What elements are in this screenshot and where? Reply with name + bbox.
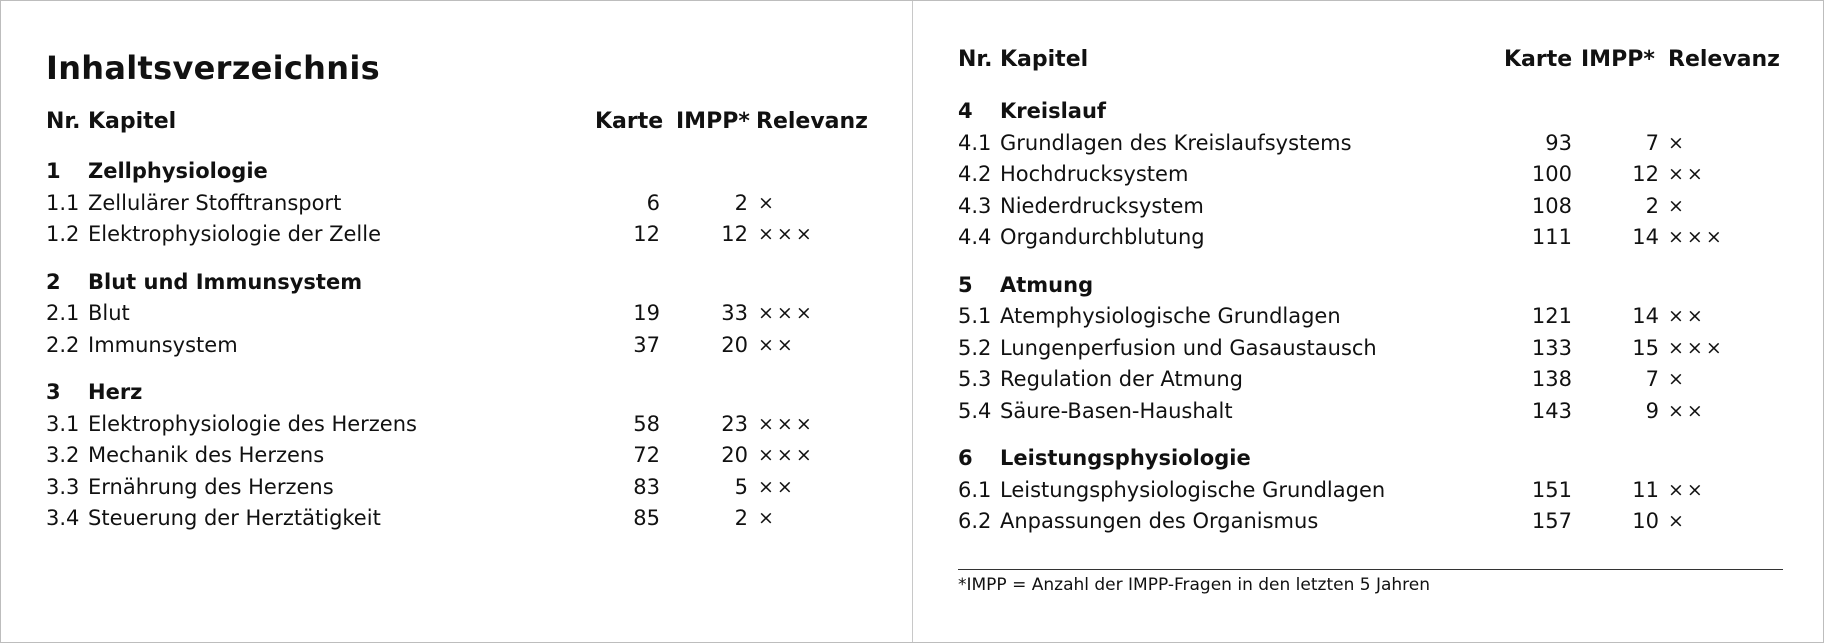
section-title: Blut und Immunsystem: [88, 269, 363, 294]
relevance-marks: ××: [1668, 478, 1706, 501]
section-number: 4: [958, 99, 973, 123]
section-number: 3: [46, 380, 61, 404]
chapter-number: 6.1: [958, 477, 992, 502]
page-title: Inhaltsverzeichnis: [46, 49, 380, 87]
relevance-marks: ×: [1668, 368, 1687, 390]
chapter-row: [913, 364, 1823, 396]
section-heading: [1, 377, 912, 409]
chapter-row: [1, 409, 912, 441]
card-number: 6: [646, 190, 660, 215]
chapter-row: [913, 396, 1823, 428]
card-number: 138: [1531, 367, 1572, 391]
chapter-row: [1, 440, 912, 472]
chapter-number: 5.1: [958, 304, 992, 328]
chapter-row: [913, 222, 1823, 254]
impp-count: 2: [1645, 193, 1659, 218]
chapter-title: Mechanik des Herzens: [88, 443, 325, 467]
section-number: 2: [46, 269, 61, 294]
chapter-title: Elektrophysiologie des Herzens: [88, 411, 417, 436]
chapter-title: Leistungsphysiologische Grundlagen: [1000, 477, 1386, 502]
impp-count: 14: [1632, 225, 1659, 249]
impp-count: 7: [1645, 130, 1659, 155]
card-number: 12: [633, 222, 660, 246]
section-number: 5: [958, 272, 973, 297]
footnote-rule: [958, 569, 1783, 570]
impp-count: 33: [721, 301, 748, 325]
right-page: [913, 1, 1823, 642]
relevance-marks: ×: [1668, 131, 1687, 154]
impp-count: 14: [1632, 304, 1659, 328]
section-heading: [913, 96, 1823, 128]
chapter-number: 2.2: [46, 332, 80, 357]
card-number: 133: [1531, 335, 1572, 360]
impp-count: 23: [721, 411, 748, 436]
chapter-number: 1.1: [46, 190, 80, 215]
section-title: Zellphysiologie: [88, 159, 268, 183]
relevance-marks: ×××: [758, 412, 815, 435]
col-header-relevanz: Relevanz: [756, 109, 868, 134]
chapter-number: 4.2: [958, 162, 992, 186]
chapter-title: Organdurchblutung: [1000, 225, 1205, 249]
relevance-marks: ××: [1668, 163, 1706, 185]
impp-count: 7: [1645, 367, 1659, 391]
section-title: Leistungsphysiologie: [1000, 446, 1251, 470]
section-heading: [1, 156, 912, 188]
col-header-impp: IMPP*: [1581, 47, 1655, 72]
card-number: 58: [633, 411, 660, 436]
col-header-kapitel: Kapitel: [88, 109, 177, 134]
chapter-title: Regulation der Atmung: [1000, 367, 1244, 391]
chapter-number: 3.1: [46, 411, 80, 436]
chapter-title: Hochdrucksystem: [1000, 162, 1189, 186]
chapter-row: [913, 333, 1823, 365]
card-number: 93: [1545, 130, 1572, 155]
section-number: 1: [46, 159, 61, 183]
chapter-number: 5.3: [958, 367, 992, 391]
relevance-marks: ×××: [758, 444, 815, 466]
col-header-karte: Karte: [1504, 47, 1573, 72]
chapter-title: Grundlagen des Kreislaufsystems: [1000, 130, 1352, 155]
chapter-row: [913, 301, 1823, 333]
chapter-title: Steuerung der Herztätigkeit: [88, 506, 381, 530]
section-heading: [913, 443, 1823, 475]
card-number: 108: [1531, 193, 1572, 218]
relevance-marks: ×××: [758, 223, 815, 245]
chapter-title: Niederdrucksystem: [1000, 193, 1204, 218]
chapter-number: 4.1: [958, 130, 992, 155]
relevance-marks: ××: [758, 475, 796, 498]
impp-count: 2: [734, 190, 748, 215]
impp-count: 10: [1632, 509, 1659, 533]
impp-count: 2: [734, 506, 748, 530]
col-header-nr: Nr.: [958, 47, 993, 72]
impp-count: 15: [1632, 335, 1659, 360]
card-number: 37: [633, 332, 660, 357]
impp-count: 9: [1645, 398, 1659, 423]
chapter-title: Elektrophysiologie der Zelle: [88, 222, 382, 246]
col-header-impp: IMPP*: [676, 109, 750, 134]
chapter-title: Immunsystem: [88, 332, 238, 357]
section-title: Kreislauf: [1000, 99, 1107, 123]
card-number: 157: [1531, 509, 1572, 533]
chapter-number: 4.4: [958, 225, 992, 249]
relevance-marks: ×××: [1668, 336, 1725, 359]
chapter-row: [913, 159, 1823, 191]
section-heading: [1, 267, 912, 299]
chapter-row: [913, 128, 1823, 160]
col-header-kapitel: Kapitel: [1000, 47, 1089, 72]
relevance-marks: ×: [1668, 194, 1687, 217]
left-chapter-list: [1, 156, 912, 535]
relevance-marks: ×: [758, 191, 777, 214]
relevance-marks: ×: [1668, 510, 1687, 532]
relevance-marks: ×××: [1668, 226, 1725, 248]
card-number: 83: [633, 474, 660, 499]
relevance-marks: ×××: [758, 302, 815, 324]
chapter-row: [1, 298, 912, 330]
section-heading: [913, 270, 1823, 302]
section-number: 6: [958, 446, 973, 470]
chapter-number: 2.1: [46, 301, 80, 325]
chapter-number: 3.2: [46, 443, 80, 467]
chapter-row: [1, 472, 912, 504]
card-number: 151: [1531, 477, 1572, 502]
impp-count: 5: [734, 474, 748, 499]
chapter-number: 5.4: [958, 398, 992, 423]
chapter-title: Anpassungen des Organismus: [1000, 509, 1319, 533]
impp-count: 11: [1632, 477, 1659, 502]
impp-count: 20: [721, 443, 748, 467]
relevance-marks: ××: [758, 333, 796, 356]
chapter-row: [1, 188, 912, 220]
card-number: 100: [1531, 162, 1572, 186]
impp-count: 12: [1632, 162, 1659, 186]
right-chapter-list: [913, 96, 1823, 538]
chapter-number: 4.3: [958, 193, 992, 218]
section-title: Herz: [88, 380, 143, 404]
card-number: 85: [633, 506, 660, 530]
chapter-title: Säure-Basen-Haushalt: [1000, 398, 1233, 423]
footnote: *IMPP = Anzahl der IMPP-Fragen in den letzten 5 Jahren: [958, 575, 1431, 595]
col-header-karte: Karte: [595, 109, 664, 134]
impp-count: 12: [721, 222, 748, 246]
chapter-title: Atemphysiologische Grundlagen: [1000, 304, 1341, 328]
chapter-number: 1.2: [46, 222, 80, 246]
impp-count: 20: [721, 332, 748, 357]
card-number: 121: [1531, 304, 1572, 328]
card-number: 111: [1531, 225, 1572, 249]
relevance-marks: ××: [1668, 305, 1706, 327]
chapter-title: Zellulärer Stofftransport: [88, 190, 342, 215]
chapter-title: Blut: [88, 301, 130, 325]
chapter-row: [1, 330, 912, 362]
chapter-row: [1, 219, 912, 251]
relevance-marks: ×: [758, 507, 777, 529]
chapter-row: [913, 475, 1823, 507]
chapter-number: 6.2: [958, 509, 992, 533]
chapter-number: 3.3: [46, 474, 80, 499]
section-title: Atmung: [1000, 272, 1094, 297]
chapter-row: [913, 506, 1823, 538]
chapter-number: 5.2: [958, 335, 992, 360]
chapter-title: Ernährung des Herzens: [88, 474, 334, 499]
relevance-marks: ××: [1668, 399, 1706, 422]
chapter-number: 3.4: [46, 506, 80, 530]
col-header-nr: Nr.: [46, 109, 81, 134]
chapter-row: [913, 191, 1823, 223]
chapter-title: Lungenperfusion und Gasaustausch: [1000, 335, 1377, 360]
card-number: 143: [1531, 398, 1572, 423]
card-number: 19: [633, 301, 660, 325]
chapter-row: [1, 503, 912, 535]
left-page: [1, 1, 912, 642]
col-header-relevanz: Relevanz: [1668, 47, 1780, 72]
card-number: 72: [633, 443, 660, 467]
